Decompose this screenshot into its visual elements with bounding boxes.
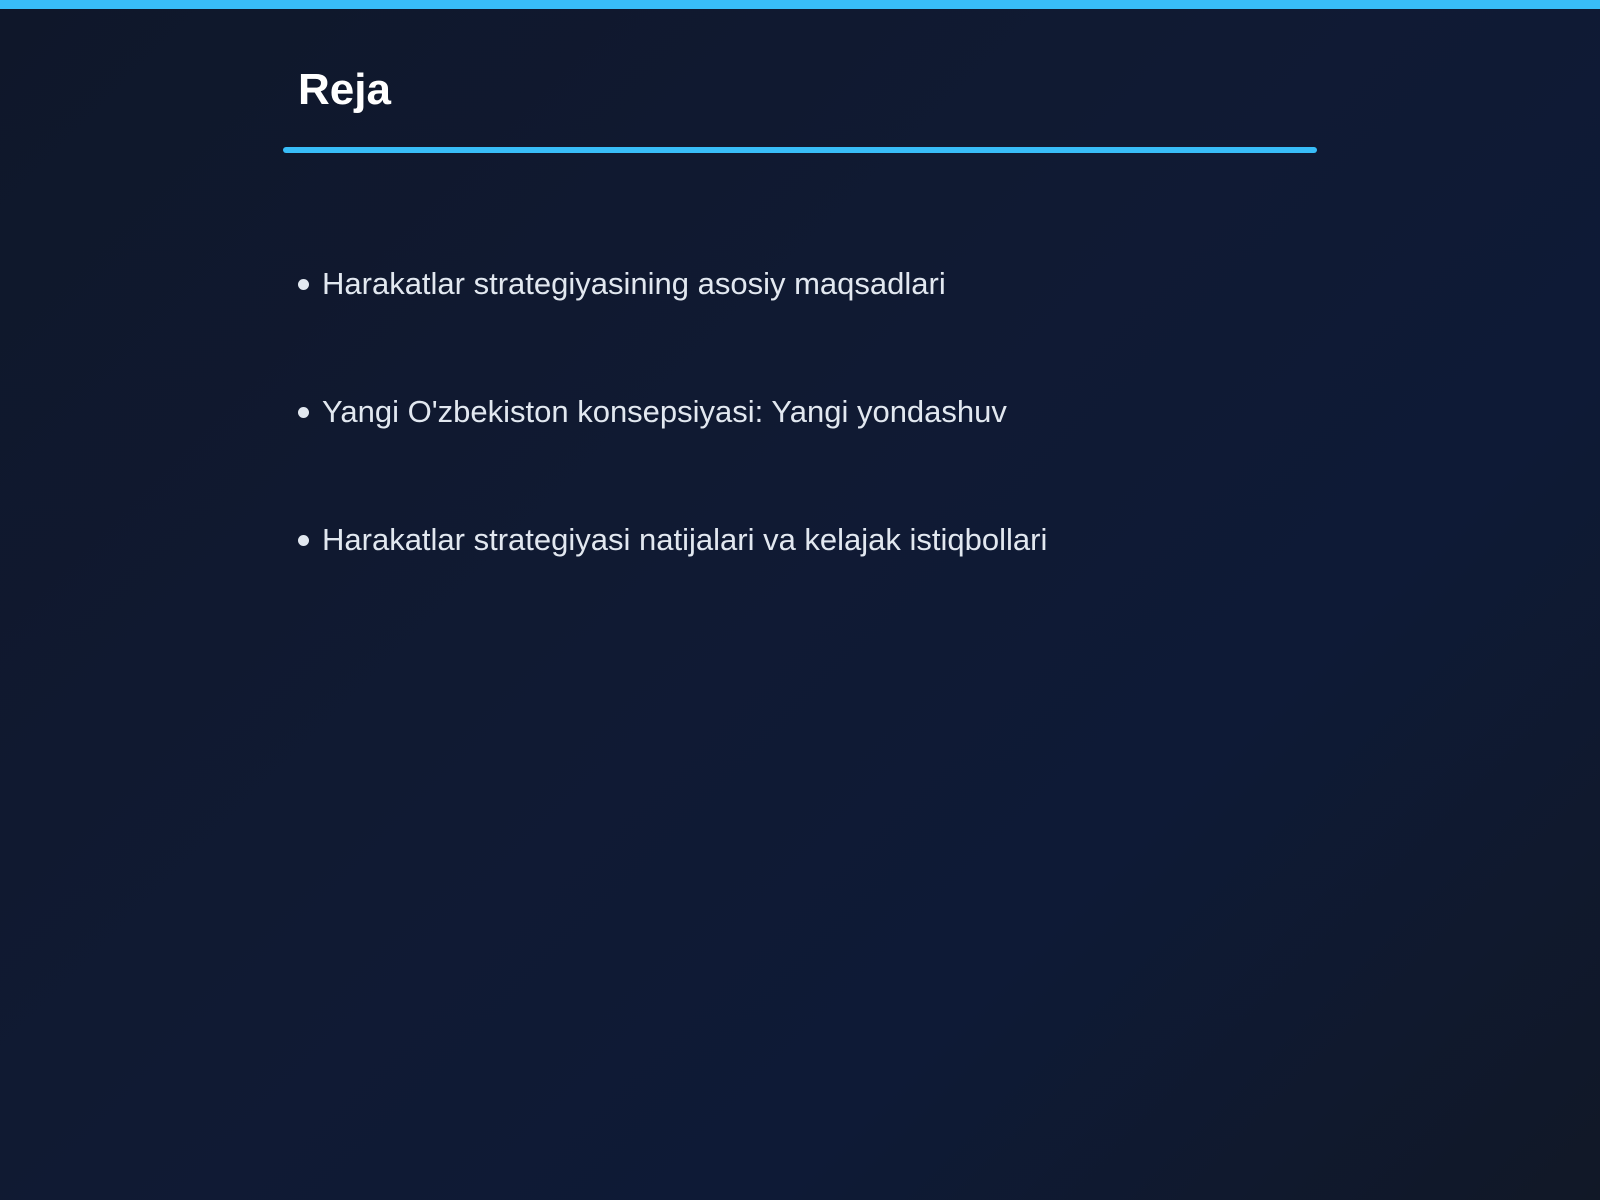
agenda-list (298, 258, 1047, 642)
title-underline (283, 147, 1317, 153)
bullet-dot-icon (298, 279, 309, 290)
bullet-dot-icon (298, 535, 309, 546)
list-item (298, 386, 1047, 438)
top-accent-bar (0, 0, 1600, 9)
list-item-text: Harakatlar strategiyasining asosiy maqsadlari (322, 266, 946, 301)
list-item (298, 514, 1047, 566)
list-item-text: Harakatlar strategiyasi natijalari va kelajak istiqbollari (322, 522, 1048, 557)
list-item (298, 258, 1047, 310)
list-item-text: Yangi O'zbekiston konsepsiyasi: Yangi yondashuv (322, 394, 1007, 429)
slide-title: Reja (298, 65, 391, 114)
bullet-dot-icon (298, 407, 309, 418)
